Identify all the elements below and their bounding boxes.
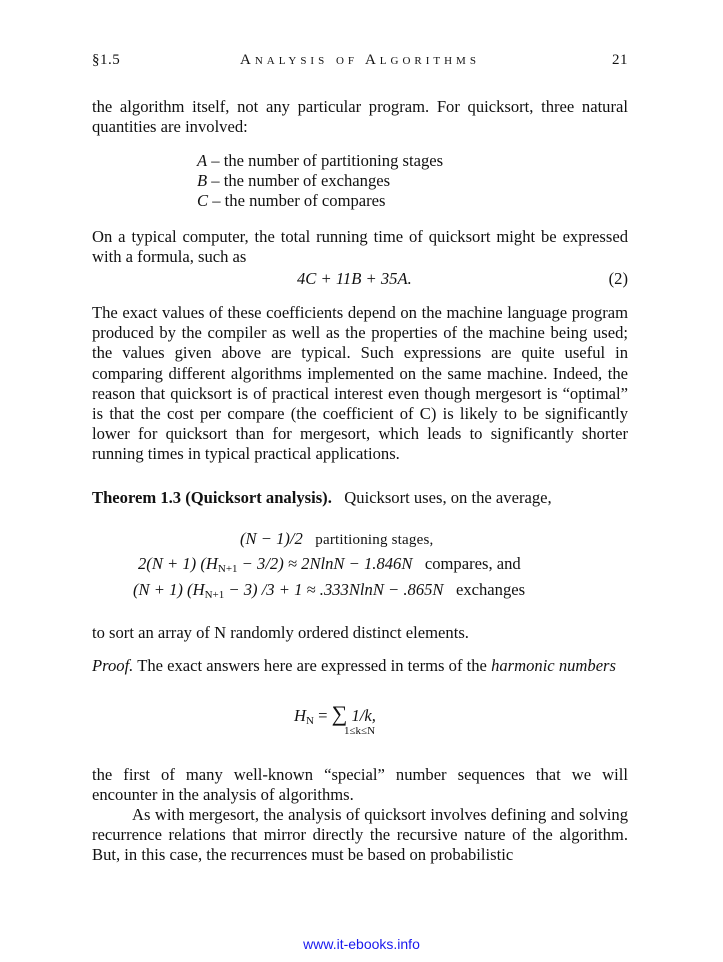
sum-range: 1≤k≤N [344,725,376,737]
section-number: §1.5 [92,52,121,68]
theorem-heading: Theorem 1.3 (Quicksort analysis). Quicksort uses, on the average, [92,488,552,507]
footer-link[interactable]: www.it-ebooks.info [303,936,420,952]
paragraph-intro: the algorithm itself, not any particular program. For quicksort, three natural quantities are involved: [92,97,628,137]
definition-b: B – the number of exchanges [197,171,391,191]
definition-list [197,151,443,212]
running-header [92,52,628,72]
running-title: Analysis of Algorithms [240,52,480,68]
page-number: 21 [612,52,628,68]
paragraph-recurrences: As with mergesort, the analysis of quicksort involves defining and solving recurrence relations that mirror directly the recursive nature of the algorithm. But, in this case, the recurrences must be based on probabilistic [92,805,628,865]
proof-paragraph: Proof. The exact answers here are expressed in terms of the harmonic numbers [92,656,616,675]
theorem-line-2: 2(N + 1) $(H_{N+1} - 3/2) \approx 2NlnN - 1.846N$ compares, and [138,554,521,575]
harmonic-sum: $H_N$ = ∑ 1/k, [294,701,376,727]
equation-2-label: (2) [608,269,628,288]
theorem-line-1: (N − 1)/2 partitioning stages, [240,529,434,548]
paragraph-coefficients: The exact values of these coefficients depend on the machine language program produced by the compiler as well as the properties of the machine being used; the values given above are typical. Such expressions are quite useful in comparing different algorithms implemented on the same machine. Indeed, the reason that quicksort is of practical interest even though mergesort is “optimal” is that the cost per compare (the coefficient of C) is likely to be significantly lower for quicksort than for mergesort, which leads to significantly shorter running times in typical practical applications. [92,303,628,464]
paragraph-running-time: On a typical computer, the total running time of quicksort might be expressed with a formula, such as [92,227,628,267]
definition-a: A – the number of partitioning stages [197,151,444,170]
theorem-outro: to sort an array of N randomly ordered distinct elements. [92,623,469,642]
paragraph-special-numbers: the first of many well-known “special” number sequences that we will encounter in the analysis of algorithms. [92,765,628,805]
equation-2: 4C + 11B + 35A. [297,269,412,288]
theorem-line-3: (N + 1) $(H_{N+1} - 3) /3 + 1 \approx .333NlnN - .865N$ exchanges [133,580,526,601]
definition-c: C – the number of compares [197,191,386,211]
